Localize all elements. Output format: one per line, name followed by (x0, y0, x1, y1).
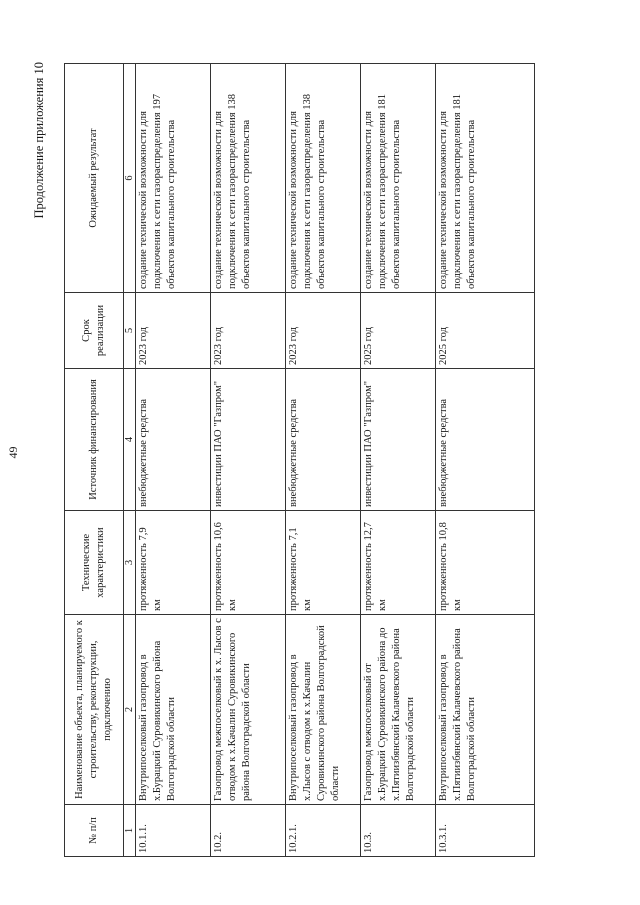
row-result: создание технической возможности для подключения к сети газораспределения 181 объектов капитального строительства (436, 64, 535, 293)
header-row (65, 64, 124, 857)
row-source: внебюджетные средства (136, 369, 211, 511)
row-tech: протяженность 10,8 км (436, 511, 535, 615)
table-row (361, 64, 436, 857)
row-num: 10.2. (211, 805, 286, 857)
row-tech: протяженность 7,1 км (286, 511, 361, 615)
column-number: 5 (124, 293, 136, 369)
table-row (136, 64, 211, 857)
header-source: Источник финансирования (65, 369, 124, 511)
row-result: создание технической возможности для подключения к сети газораспределения 181 объектов капитального строительства (361, 64, 436, 293)
header-num: № п/п (65, 805, 124, 857)
row-tech: протяженность 10,6 км (211, 511, 286, 615)
row-num: 10.1.1. (136, 805, 211, 857)
continuation-label: Продолжение приложения 10 (32, 62, 46, 219)
table-row (436, 64, 535, 857)
column-number: 2 (124, 615, 136, 805)
header-result: Ожидаемый результат (65, 64, 124, 293)
row-tech: протяженность 7,9 км (136, 511, 211, 615)
row-num: 10.2.1. (286, 805, 361, 857)
row-num: 10.3.1. (436, 805, 535, 857)
row-result: создание технической возможности для подключения к сети газораспределения 197 объектов капитального строительства (136, 64, 211, 293)
header-term: Срок реализации (65, 293, 124, 369)
table-row (211, 64, 286, 857)
row-name: Газопровод межпоселковый от х.Бурацкий Суровикинского района до х.Пятиизбянский Калачевского района Волгоградской области (361, 615, 436, 805)
objects-table (64, 63, 535, 857)
row-source: внебюджетные средства (286, 369, 361, 511)
row-term: 2023 год (286, 293, 361, 369)
column-number: 6 (124, 64, 136, 293)
column-number: 4 (124, 369, 136, 511)
row-term: 2025 год (436, 293, 535, 369)
row-result: создание технической возможности для подключения к сети газораспределения 138 объектов капитального строительства (286, 64, 361, 293)
row-source: инвестиции ПАО "Газпром" (361, 369, 436, 511)
page-number: 49 (6, 446, 20, 459)
row-result: создание технической возможности для подключения к сети газораспределения 138 объектов капитального строительства (211, 64, 286, 293)
row-term: 2023 год (211, 293, 286, 369)
row-tech: протяженность 12,7 км (361, 511, 436, 615)
column-number-row (124, 64, 136, 857)
column-number: 3 (124, 511, 136, 615)
row-source: инвестиции ПАО "Газпром" (211, 369, 286, 511)
header-name: Наименование объекта, планируемого к строительству, реконструкции, подключению (65, 615, 124, 805)
row-source: внебюджетные средства (436, 369, 535, 511)
row-term: 2023 год (136, 293, 211, 369)
header-tech: Технические характеристики (65, 511, 124, 615)
row-num: 10.3. (361, 805, 436, 857)
row-name: Внутрипоселковый газопровод в х.Лысов с отводом к х.Качалин Суровикинского района Волгоградской области (286, 615, 361, 805)
row-name: Внутрипоселковый газопровод в х.Бурацкий Суровикинского района Волгоградской области (136, 615, 211, 805)
column-number: 1 (124, 805, 136, 857)
row-name: Газопровод межпоселковый к х. Лысов с отводом к х.Качалин Суровикинского района Волгоградской области (211, 615, 286, 805)
row-term: 2025 год (361, 293, 436, 369)
table-row (286, 64, 361, 857)
row-name: Внутрипоселковый газопровод в х.Пятиизбянский Калачевского района Волгоградской области (436, 615, 535, 805)
